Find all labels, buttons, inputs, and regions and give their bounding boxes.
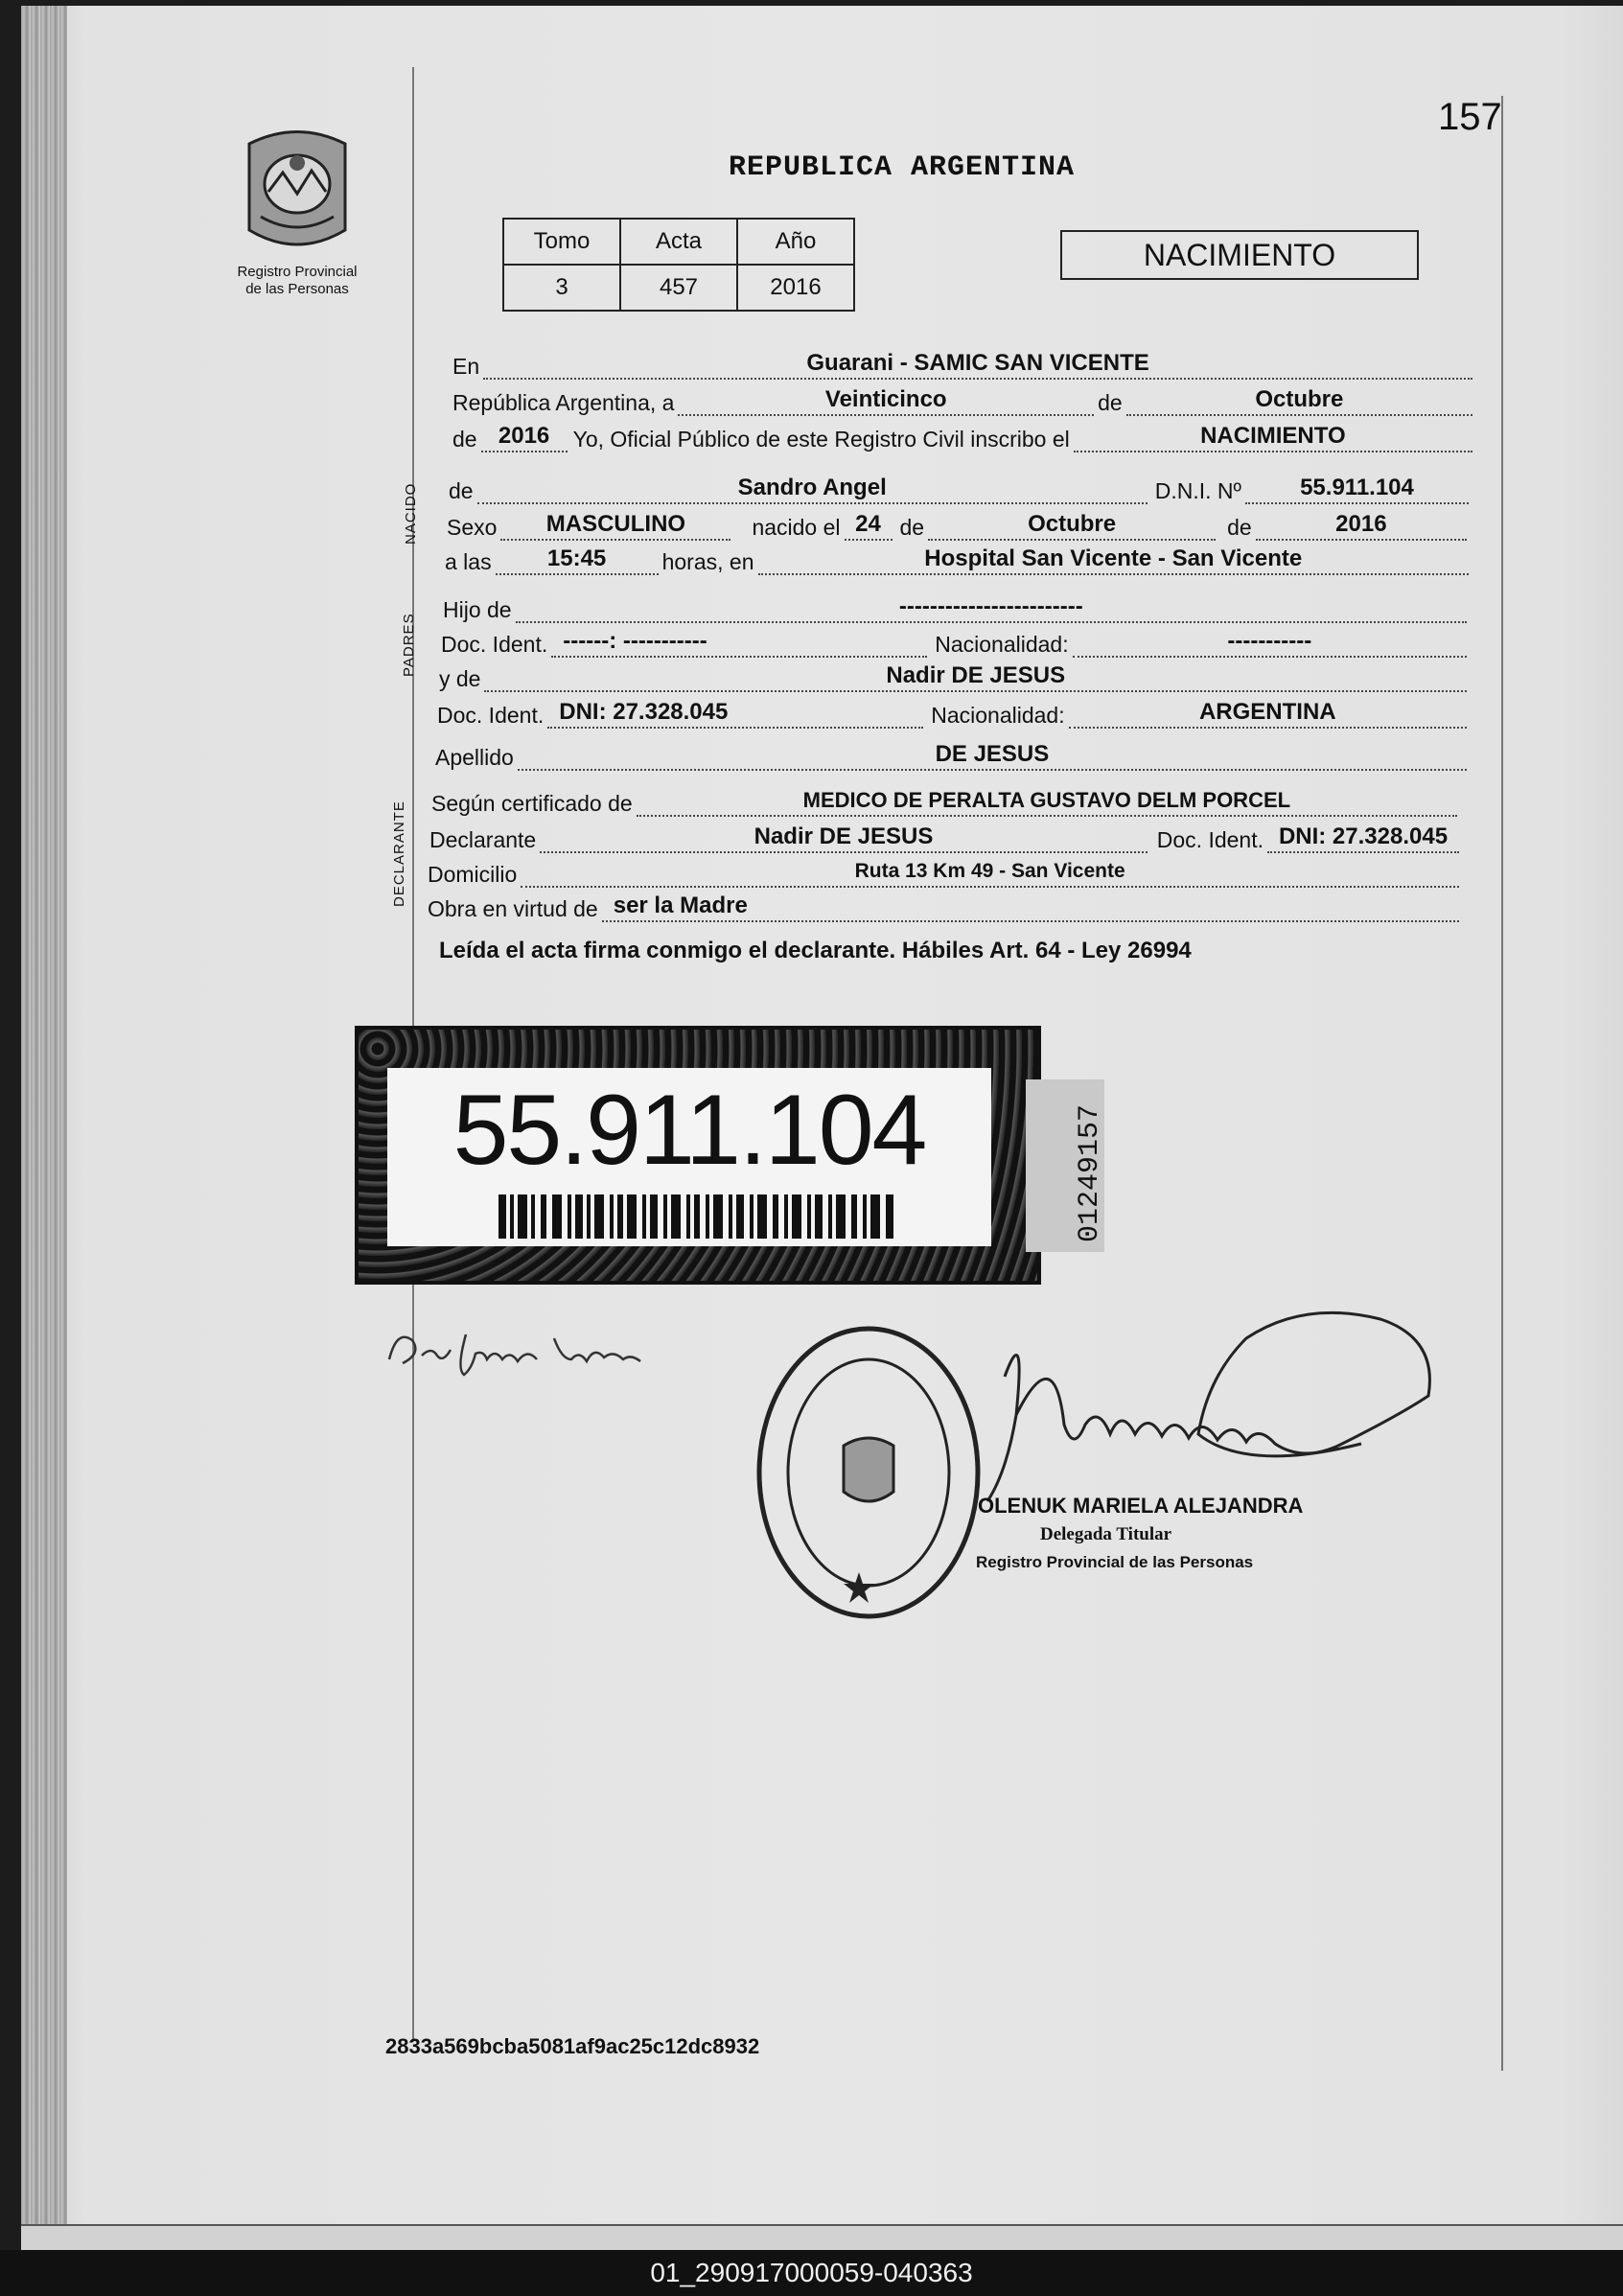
closing-text: Leída el acta firma conmigo el declarante. Hábiles Art. 64 - Ley 26994 — [439, 938, 1192, 963]
register-value-row — [503, 265, 854, 311]
value-domicilio: Ruta 13 Km 49 - San Vicente — [521, 857, 1459, 888]
officer-role: Delegada Titular — [1040, 1524, 1172, 1544]
register-value-acta: 457 — [620, 265, 737, 311]
value-month-text: Octubre — [1126, 385, 1472, 416]
page-number: 157 — [1438, 96, 1502, 138]
label-sexo: Sexo — [447, 515, 498, 540]
next-page-edge — [21, 2224, 1623, 2251]
record-type-box: NACIMIENTO — [1060, 230, 1419, 280]
logo-caption-line1: Registro Provincial — [237, 264, 358, 280]
label-republica: República Argentina, a — [452, 390, 675, 415]
logo-caption-line2: de las Personas — [245, 281, 349, 297]
row-father-doc — [441, 625, 1467, 658]
register-header-row — [503, 219, 854, 265]
row-time — [445, 543, 1469, 575]
value-sexo: MASCULINO — [500, 510, 730, 541]
label-de-name: de — [449, 478, 474, 503]
value-dni: 55.911.104 — [1245, 474, 1469, 504]
row-place — [452, 347, 1472, 380]
value-father-doc: ------: ----------- — [551, 627, 927, 658]
value-day-text: Veinticinco — [678, 385, 1094, 416]
label-domicilio: Domicilio — [428, 862, 518, 887]
officer-name: OLENUK MARIELA ALEJANDRA — [978, 1494, 1304, 1518]
value-birth-day: 24 — [845, 510, 893, 541]
official-seal — [754, 1323, 984, 1622]
row-certificado — [431, 784, 1457, 817]
barcode-number: 55.911.104 — [452, 1075, 926, 1186]
label-en: En — [452, 354, 480, 379]
value-birth-year: 2016 — [1256, 510, 1467, 541]
register-header-ano: Año — [737, 219, 854, 265]
value-mother-name: Nadir DE JESUS — [484, 661, 1467, 692]
label-apellido: Apellido — [435, 745, 514, 770]
label-declarante-doc: Doc. Ident. — [1156, 827, 1264, 852]
side-control-code — [1026, 1079, 1104, 1252]
label-de-birth-year: de — [1227, 515, 1252, 540]
value-record-word: NACIMIENTO — [1074, 422, 1472, 452]
section-label-nacido: NACIDO — [403, 482, 419, 545]
label-hijo-de: Hijo de — [443, 597, 512, 622]
value-birth-place: Hospital San Vicente - San Vicente — [758, 545, 1470, 575]
label-mother-doc: Doc. Ident. — [437, 703, 545, 728]
label-nacido-el: nacido el — [752, 515, 841, 540]
value-mother-nationality: ARGENTINA — [1069, 698, 1467, 729]
register-value-ano: 2016 — [737, 265, 854, 311]
document-hash: 2833a569bcba5081af9ac25c12dc8932 — [385, 2034, 760, 2058]
row-apellido — [435, 738, 1467, 771]
value-place: Guarani - SAMIC SAN VICENTE — [483, 349, 1472, 380]
register-value-tomo: 3 — [503, 265, 620, 311]
provincial-logo — [216, 125, 379, 298]
label-de: de — [1098, 390, 1123, 415]
value-declarante-doc: DNI: 27.328.045 — [1267, 823, 1459, 853]
register-header-tomo: Tomo — [503, 219, 620, 265]
label-horas-en: horas, en — [661, 549, 754, 574]
row-year — [452, 420, 1472, 452]
barcode-icon — [498, 1194, 901, 1239]
row-declarante — [429, 821, 1459, 853]
section-label-declarante: DECLARANTE — [391, 800, 407, 907]
declarant-signature-icon — [383, 1321, 690, 1379]
footer-filename: 01_290917000059-040363 — [650, 2258, 973, 2287]
value-child-name: Sandro Angel — [477, 474, 1148, 504]
label-father-nationality: Nacionalidad: — [935, 632, 1069, 657]
value-certificado: MEDICO DE PERALTA GUSTAVO DELM PORCEL — [637, 786, 1457, 817]
official-seal-icon — [754, 1323, 984, 1622]
label-a-las: a las — [445, 549, 492, 574]
label-declarante: Declarante — [429, 827, 537, 852]
value-birth-time: 15:45 — [496, 545, 659, 575]
label-obra: Obra en virtud de — [428, 896, 598, 921]
row-mother — [439, 660, 1467, 692]
label-dni: D.N.I. Nº — [1154, 478, 1241, 503]
officer-org: Registro Provincial de las Personas — [976, 1553, 1254, 1571]
value-apellido: DE JESUS — [518, 740, 1467, 771]
row-domicilio — [428, 855, 1459, 888]
label-de-year: de — [452, 427, 477, 452]
label-certificado: Según certificado de — [431, 791, 633, 816]
label-de-month: de — [899, 515, 925, 540]
value-father-nationality: ----------- — [1073, 627, 1467, 658]
value-mother-doc: DNI: 27.328.045 — [547, 698, 923, 729]
register-header-acta: Acta — [620, 219, 737, 265]
section-label-padres: PADRES — [401, 613, 417, 677]
row-date — [452, 383, 1472, 416]
right-margin-line — [1501, 96, 1503, 2071]
binding-edge — [21, 6, 67, 2244]
value-declarante-name: Nadir DE JESUS — [540, 823, 1148, 853]
row-mother-doc — [437, 696, 1467, 729]
label-mother-nationality: Nacionalidad: — [931, 703, 1065, 728]
row-sexo — [447, 508, 1467, 541]
footer-bar — [0, 2250, 1623, 2296]
barcode-card — [387, 1068, 991, 1246]
document-title: REPUBLICA ARGENTINA — [729, 151, 1076, 184]
register-table — [502, 218, 855, 312]
row-father — [443, 591, 1467, 623]
value-year-text: 2016 — [481, 422, 568, 452]
value-birth-month: Octubre — [928, 510, 1216, 541]
label-father-doc: Doc. Ident. — [441, 632, 548, 657]
label-y-de: y de — [439, 666, 481, 691]
row-obra — [428, 890, 1459, 922]
barcode-sticker — [355, 1026, 1041, 1285]
officer-text: Yo, Oficial Público de este Registro Civil inscribo el — [572, 427, 1070, 452]
row-name — [449, 472, 1469, 504]
value-father-name: ------------------------ — [516, 592, 1467, 623]
side-control-code-text: 01249157 — [1074, 1103, 1106, 1242]
value-obra: ser la Madre — [602, 892, 1459, 922]
misiones-coat-of-arms-icon — [240, 125, 355, 259]
